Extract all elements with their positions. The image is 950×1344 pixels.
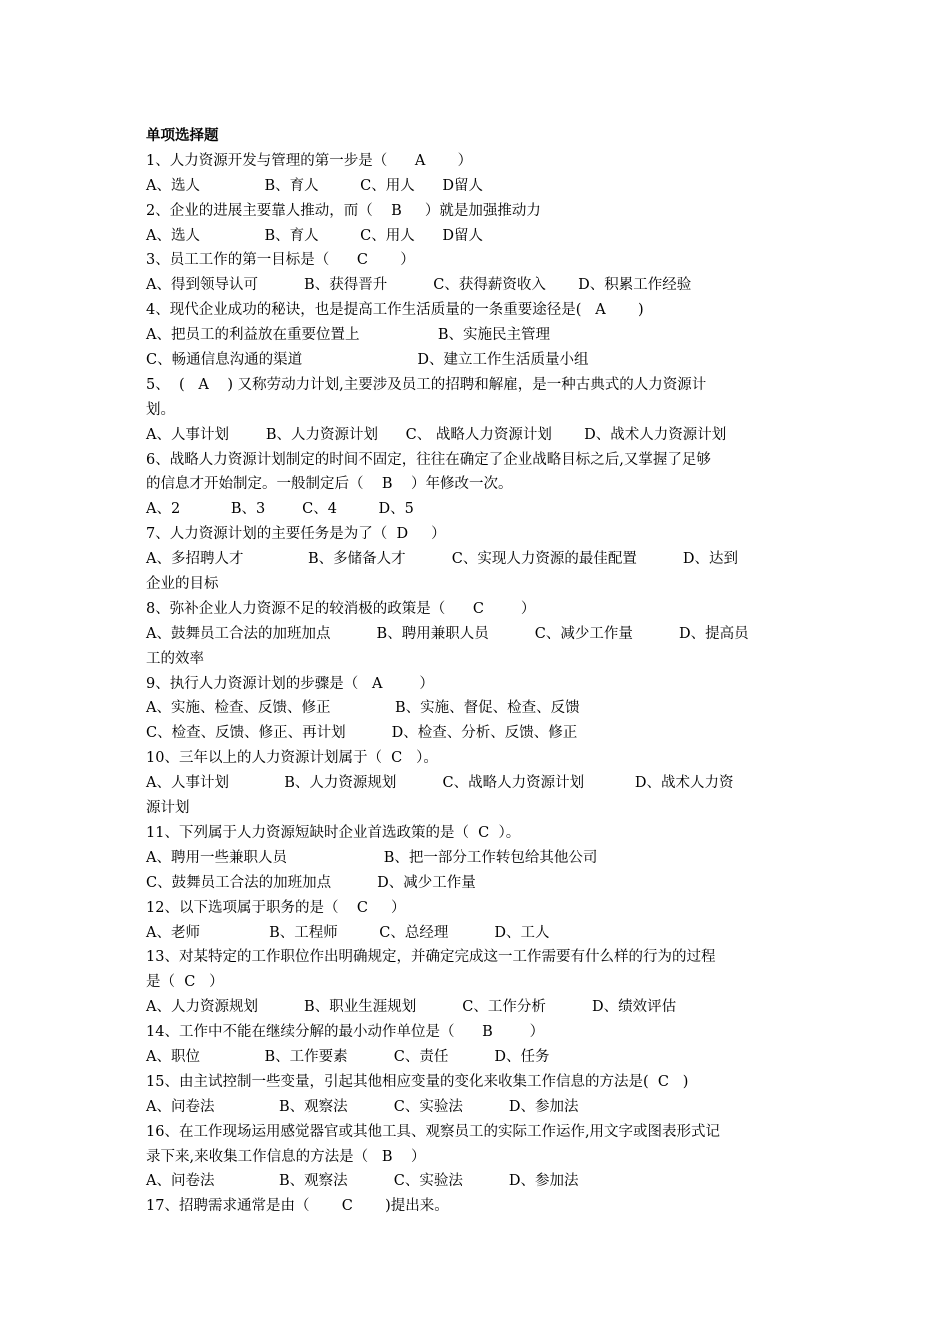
question-7-options: A、多招聘人才 B、多储备人才 C、实现人力资源的最佳配置 D、达到 — [146, 551, 739, 568]
question-8: 8、弥补企业人力资源不足的较消极的政策是（ C ） — [146, 600, 536, 617]
document-body — [146, 124, 811, 1219]
question-13-options: A、人力资源规划 B、职业生涯规划 C、工作分析 D、绩效评估 — [146, 999, 677, 1016]
question-6-cont: 的信息才开始制定。一般制定后（ B ）年修改一次。 — [146, 476, 513, 493]
question-7: 7、人力资源计划的主要任务是为了（ D ） — [146, 526, 446, 543]
question-14: 14、工作中不能在继续分解的最小动作单位是（ B ） — [146, 1024, 545, 1041]
question-2: 2、企业的进展主要靠人推动，而（ B ）就是加强推动力 — [146, 202, 541, 219]
question-16-options: A、问卷法 B、观察法 C、实验法 D、参加法 — [146, 1173, 579, 1190]
question-9-options-cd: C、检查、反馈、修正、再计划 D、检查、分析、反馈、修正 — [146, 725, 578, 742]
question-5-cont: 划。 — [146, 401, 175, 418]
question-6-options: A、2 B、3 C、4 D、5 — [146, 501, 414, 518]
question-1: 1、人力资源开发与管理的第一步是（ A ） — [146, 152, 473, 169]
question-15: 15、由主试控制一些变量，引起其他相应变量的变化来收集工作信息的方法是( C ) — [146, 1073, 689, 1090]
question-4: 4、现代企业成功的秘诀，也是提高工作生活质量的一条重要途径是( A ) — [146, 302, 644, 319]
question-11: 11、下列属于人力资源短缺时企业首选政策的是（ C ）。 — [146, 824, 521, 841]
question-6: 6、战略人力资源计划制定的时间不固定，往往在确定了企业战略目标之后,又掌握了足够 — [146, 451, 711, 468]
question-16-cont: 录下来,来收集工作信息的方法是（ B ） — [146, 1148, 426, 1165]
question-4-options-cd: C、畅通信息沟通的渠道 D、建立工作生活质量小组 — [146, 352, 589, 369]
question-7-options-cont: 企业的目标 — [146, 576, 219, 593]
question-11-options-ab: A、聘用一些兼职人员 B、把一部分工作转包给其他公司 — [146, 849, 598, 866]
question-3-options: A、得到领导认可 B、获得晋升 C、获得薪资收入 D、积累工作经验 — [146, 277, 692, 294]
question-14-options: A、职位 B、工作要素 C、责任 D、任务 — [146, 1048, 550, 1065]
question-4-options-ab: A、把员工的利益放在重要位置上 B、实施民主管理 — [146, 327, 550, 344]
question-15-options: A、问卷法 B、观察法 C、实验法 D、参加法 — [146, 1098, 579, 1115]
question-11-options-cd: C、鼓舞员工合法的加班加点 D、减少工作量 — [146, 874, 476, 891]
question-10-options-cont: 源计划 — [146, 800, 190, 817]
question-8-options-cont: 工的效率 — [146, 650, 204, 667]
question-13-cont: 是（ C ） — [146, 974, 224, 991]
question-9: 9、执行人力资源计划的步骤是（ A ） — [146, 675, 434, 692]
question-9-options-ab: A、实施、检查、反馈、修正 B、实施、督促、检查、反馈 — [146, 700, 580, 717]
question-12-options: A、老师 B、工程师 C、总经理 D、工人 — [146, 924, 550, 941]
question-2-options: A、选人 B、育人 C、用人 D留人 — [146, 227, 484, 244]
question-5: 5、 ( A ) 又称劳动力计划,主要涉及员工的招聘和解雇，是一种古典式的人力资源计 — [146, 376, 707, 393]
question-1-options: A、选人 B、育人 C、用人 D留人 — [146, 177, 484, 194]
question-12: 12、以下选项属于职务的是（ C ） — [146, 899, 406, 916]
question-16: 16、在工作现场运用感觉器官或其他工具、观察员工的实际工作运作,用文字或图表形式记 — [146, 1123, 721, 1140]
question-10: 10、三年以上的人力资源计划属于（ C ）。 — [146, 750, 438, 767]
question-13: 13、对某特定的工作职位作出明确规定，并确定完成这一工作需要有什么样的行为的过程 — [146, 949, 716, 966]
question-10-options: A、人事计划 B、人力资源规划 C、战略人力资源计划 D、战术人力资 — [146, 775, 734, 792]
question-8-options: A、鼓舞员工合法的加班加点 B、聘用兼职人员 C、减少工作量 D、提高员 — [146, 625, 749, 642]
question-3: 3、员工工作的第一目标是（ C ） — [146, 252, 415, 269]
section-heading: 单项选择题 — [146, 127, 219, 144]
question-5-options: A、人事计划 B、人力资源计划 C、 战略人力资源计划 D、战术人力资源计划 — [146, 426, 727, 443]
question-17: 17、招聘需求通常是由（ C )提出来。 — [146, 1198, 449, 1215]
